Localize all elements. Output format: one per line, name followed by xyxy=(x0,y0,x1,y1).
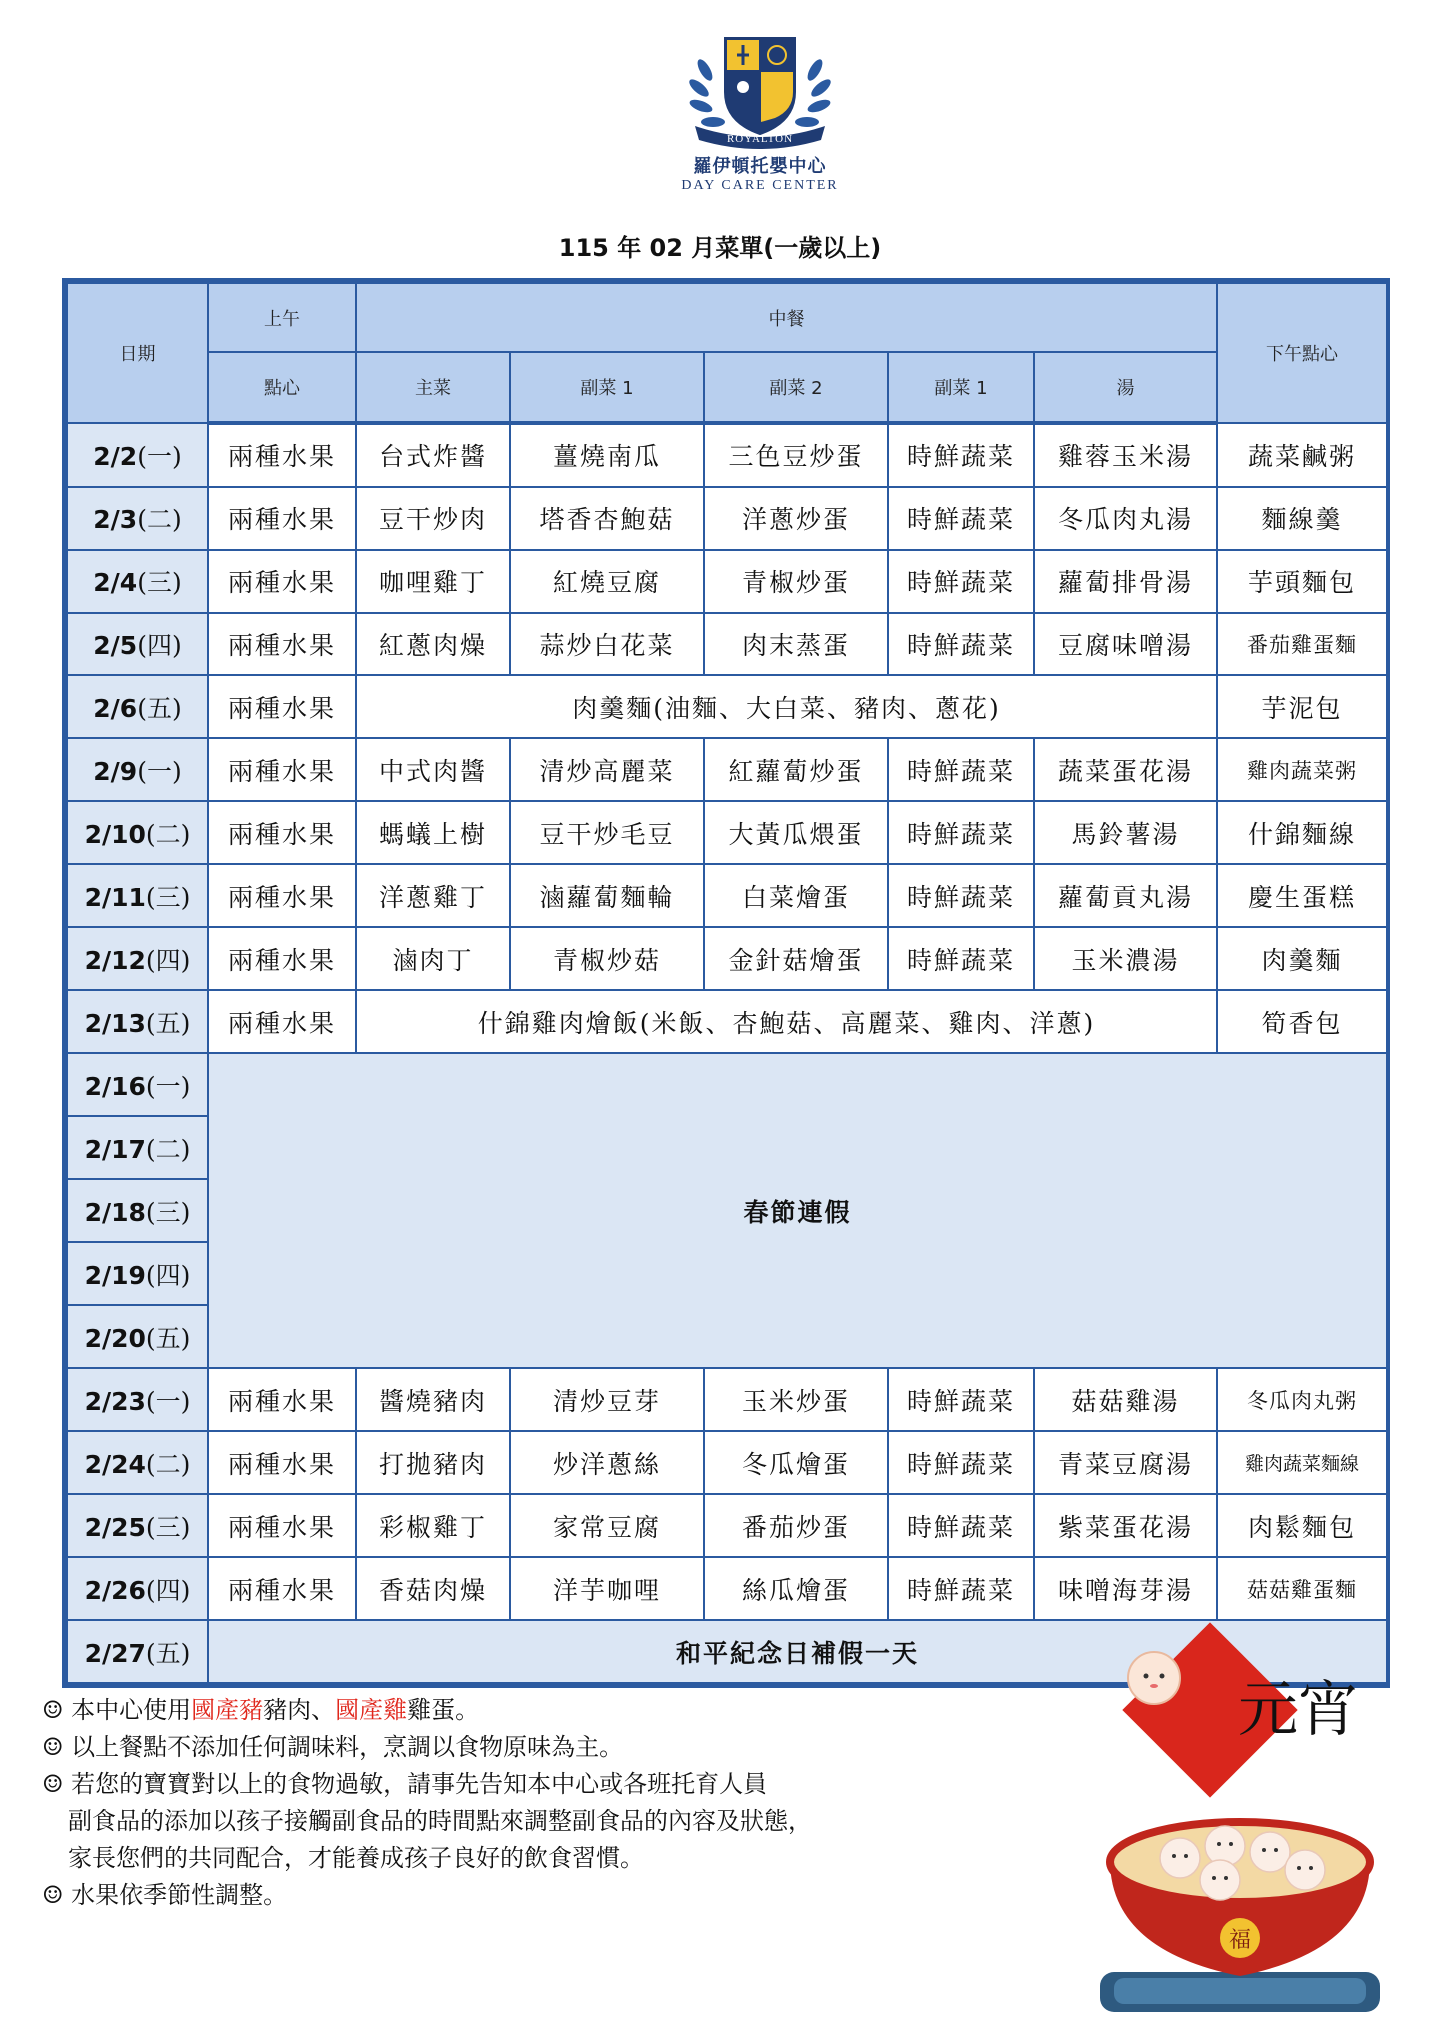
holiday-label: 春節連假 xyxy=(208,1053,1387,1368)
soup-cell: 蘿蔔排骨湯 xyxy=(1034,550,1217,613)
date-cell: 2/16(一) xyxy=(67,1053,208,1116)
page-title: 115 年 02 月菜單(一歲以上) xyxy=(558,234,882,262)
table-row xyxy=(67,423,1387,487)
lunch-merged-cell: 肉羹麵(油麵、大白菜、豬肉、蔥花) xyxy=(356,675,1217,738)
side-dish-cell: 三色豆炒蛋 xyxy=(704,423,888,487)
morning-snack-cell: 兩種水果 xyxy=(208,1368,356,1431)
side-dish-cell: 肉末蒸蛋 xyxy=(704,613,888,676)
morning-snack-cell: 兩種水果 xyxy=(208,675,356,738)
main-dish-cell: 中式肉醬 xyxy=(356,738,510,801)
header-lunch: 中餐 xyxy=(356,283,1217,352)
table-row xyxy=(67,550,1387,613)
main-dish-cell: 豆干炒肉 xyxy=(356,487,510,550)
date-cell: 2/27(五) xyxy=(67,1620,208,1683)
main-dish-cell: 打拋豬肉 xyxy=(356,1431,510,1494)
afternoon-snack-cell: 芋泥包 xyxy=(1217,675,1387,738)
main-dish-cell: 螞蟻上樹 xyxy=(356,801,510,864)
side-dish-cell: 絲瓜燴蛋 xyxy=(704,1557,888,1620)
date-cell: 2/4(三) xyxy=(67,550,208,613)
side-dish-cell: 清炒高麗菜 xyxy=(510,738,704,801)
afternoon-snack-cell: 芋頭麵包 xyxy=(1217,550,1387,613)
note-line: 副食品的添加以孩子接觸副食品的時間點來調整副食品的內容及狀態， xyxy=(68,1807,812,1835)
svg-text:ROYALTON: ROYALTON xyxy=(726,133,794,145)
morning-snack-cell: 兩種水果 xyxy=(208,990,356,1053)
morning-snack-cell: 兩種水果 xyxy=(208,738,356,801)
side-dish-cell: 時鮮蔬菜 xyxy=(888,801,1034,864)
date-cell: 2/24(二) xyxy=(67,1431,208,1494)
soup-cell: 馬鈴薯湯 xyxy=(1034,801,1217,864)
side-dish-cell: 白菜燴蛋 xyxy=(704,864,888,927)
side-dish-cell: 時鮮蔬菜 xyxy=(888,613,1034,676)
date-cell: 2/5(四) xyxy=(67,613,208,676)
morning-snack-cell: 兩種水果 xyxy=(208,927,356,990)
tangyuan-illustration xyxy=(1070,1620,1410,2020)
side-dish-cell: 時鮮蔬菜 xyxy=(888,487,1034,550)
logo-name-en: DAY CARE CENTER xyxy=(681,178,839,193)
notes xyxy=(42,1692,1122,1914)
main-dish-cell: 洋蔥雞丁 xyxy=(356,864,510,927)
logo xyxy=(660,30,860,210)
afternoon-snack-cell: 筍香包 xyxy=(1217,990,1387,1053)
side-dish-cell: 洋芋咖哩 xyxy=(510,1557,704,1620)
header-date: 日期 xyxy=(67,283,208,423)
side-dish-cell: 塔香杏鮑菇 xyxy=(510,487,704,550)
morning-snack-cell: 兩種水果 xyxy=(208,550,356,613)
lunch-merged-cell: 什錦雞肉燴飯(米飯、杏鮑菇、高麗菜、雞肉、洋蔥) xyxy=(356,990,1217,1053)
side-dish-cell: 冬瓜燴蛋 xyxy=(704,1431,888,1494)
soup-cell: 青菜豆腐湯 xyxy=(1034,1431,1217,1494)
table-row xyxy=(67,1053,1387,1116)
header-morning-snack: 點心 xyxy=(208,352,356,422)
morning-snack-cell: 兩種水果 xyxy=(208,801,356,864)
side-dish-cell: 紅蘿蔔炒蛋 xyxy=(704,738,888,801)
soup-cell: 玉米濃湯 xyxy=(1034,927,1217,990)
side-dish-cell: 玉米炒蛋 xyxy=(704,1368,888,1431)
date-cell: 2/6(五) xyxy=(67,675,208,738)
date-cell: 2/23(一) xyxy=(67,1368,208,1431)
date-cell: 2/12(四) xyxy=(67,927,208,990)
note-line: ☺ 以上餐點不添加任何調味料，烹調以食物原味為主。 xyxy=(42,1733,624,1761)
side-dish-cell: 時鮮蔬菜 xyxy=(888,738,1034,801)
holiday-label: 和平紀念日補假一天 xyxy=(208,1620,1387,1683)
afternoon-snack-cell: 冬瓜肉丸粥 xyxy=(1217,1368,1387,1431)
morning-snack-cell: 兩種水果 xyxy=(208,487,356,550)
date-cell: 2/11(三) xyxy=(67,864,208,927)
side-dish-cell: 清炒豆芽 xyxy=(510,1368,704,1431)
soup-cell: 蘿蔔貢丸湯 xyxy=(1034,864,1217,927)
svg-text:福: 福 xyxy=(1228,1928,1252,1953)
side-dish-cell: 時鮮蔬菜 xyxy=(888,927,1034,990)
table-row xyxy=(67,1368,1387,1431)
side-dish-cell: 洋蔥炒蛋 xyxy=(704,487,888,550)
table-row xyxy=(67,487,1387,550)
side-dish-cell: 番茄炒蛋 xyxy=(704,1494,888,1557)
side-dish-cell: 時鮮蔬菜 xyxy=(888,550,1034,613)
date-cell: 2/2(一) xyxy=(67,423,208,487)
svg-text:元宵: 元宵 xyxy=(1238,1675,1358,1745)
side-dish-cell: 金針菇燴蛋 xyxy=(704,927,888,990)
afternoon-snack-cell: 肉羹麵 xyxy=(1217,927,1387,990)
afternoon-snack-cell: 蔬菜鹹粥 xyxy=(1217,423,1387,487)
table-row xyxy=(67,1494,1387,1557)
header-main: 主菜 xyxy=(356,352,510,422)
side-dish-cell: 大黃瓜煨蛋 xyxy=(704,801,888,864)
soup-cell: 豆腐味噌湯 xyxy=(1034,613,1217,676)
header-side1: 副菜 1 xyxy=(510,352,704,422)
date-cell: 2/17(二) xyxy=(67,1116,208,1179)
table-row xyxy=(67,675,1387,738)
side-dish-cell: 時鮮蔬菜 xyxy=(888,1494,1034,1557)
note-line: 家長您們的共同配合，才能養成孩子良好的飲食習慣。 xyxy=(68,1844,644,1872)
morning-snack-cell: 兩種水果 xyxy=(208,1431,356,1494)
date-cell: 2/9(一) xyxy=(67,738,208,801)
date-cell: 2/26(四) xyxy=(67,1557,208,1620)
main-dish-cell: 滷肉丁 xyxy=(356,927,510,990)
main-dish-cell: 紅蔥肉燥 xyxy=(356,613,510,676)
menu-table xyxy=(62,278,1390,1688)
table-row xyxy=(67,864,1387,927)
main-dish-cell: 咖哩雞丁 xyxy=(356,550,510,613)
header-afternoon: 下午點心 xyxy=(1217,283,1387,423)
side-dish-cell: 時鮮蔬菜 xyxy=(888,1431,1034,1494)
afternoon-snack-cell: 慶生蛋糕 xyxy=(1217,864,1387,927)
table-row xyxy=(67,1431,1387,1494)
date-cell: 2/20(五) xyxy=(67,1305,208,1368)
date-cell: 2/13(五) xyxy=(67,990,208,1053)
afternoon-snack-cell: 雞肉蔬菜粥 xyxy=(1217,738,1387,801)
table-row xyxy=(67,801,1387,864)
main-dish-cell: 台式炸醬 xyxy=(356,423,510,487)
soup-cell: 蔬菜蛋花湯 xyxy=(1034,738,1217,801)
morning-snack-cell: 兩種水果 xyxy=(208,613,356,676)
soup-cell: 紫菜蛋花湯 xyxy=(1034,1494,1217,1557)
afternoon-snack-cell: 番茄雞蛋麵 xyxy=(1217,613,1387,676)
soup-cell: 菇菇雞湯 xyxy=(1034,1368,1217,1431)
afternoon-snack-cell: 什錦麵線 xyxy=(1217,801,1387,864)
header-morning: 上午 xyxy=(208,283,356,352)
soup-cell: 冬瓜肉丸湯 xyxy=(1034,487,1217,550)
note-line: ☺ 本中心使用國產豬豬肉、國產雞雞蛋。 xyxy=(42,1696,480,1724)
soup-cell: 雞蓉玉米湯 xyxy=(1034,423,1217,487)
side-dish-cell: 時鮮蔬菜 xyxy=(888,1368,1034,1431)
afternoon-snack-cell: 雞肉蔬菜麵線 xyxy=(1217,1431,1387,1494)
side-dish-cell: 滷蘿蔔麵輪 xyxy=(510,864,704,927)
afternoon-snack-cell: 菇菇雞蛋麵 xyxy=(1217,1557,1387,1620)
side-dish-cell: 紅燒豆腐 xyxy=(510,550,704,613)
date-cell: 2/3(二) xyxy=(67,487,208,550)
side-dish-cell: 時鮮蔬菜 xyxy=(888,864,1034,927)
table-row xyxy=(67,927,1387,990)
table-row xyxy=(67,1557,1387,1620)
table-row xyxy=(67,738,1387,801)
date-cell: 2/19(四) xyxy=(67,1242,208,1305)
date-cell: 2/25(三) xyxy=(67,1494,208,1557)
side-dish-cell: 薑燒南瓜 xyxy=(510,423,704,487)
side-dish-cell: 青椒炒菇 xyxy=(510,927,704,990)
table-row xyxy=(67,990,1387,1053)
crest-icon xyxy=(675,30,845,150)
main-dish-cell: 醬燒豬肉 xyxy=(356,1368,510,1431)
afternoon-snack-cell: 麵線羹 xyxy=(1217,487,1387,550)
side-dish-cell: 家常豆腐 xyxy=(510,1494,704,1557)
date-cell: 2/10(二) xyxy=(67,801,208,864)
morning-snack-cell: 兩種水果 xyxy=(208,864,356,927)
header-side2: 副菜 2 xyxy=(704,352,888,422)
header-soup: 湯 xyxy=(1034,352,1217,422)
afternoon-snack-cell: 肉鬆麵包 xyxy=(1217,1494,1387,1557)
morning-snack-cell: 兩種水果 xyxy=(208,423,356,487)
side-dish-cell: 時鮮蔬菜 xyxy=(888,423,1034,487)
side-dish-cell: 豆干炒毛豆 xyxy=(510,801,704,864)
side-dish-cell: 時鮮蔬菜 xyxy=(888,1557,1034,1620)
main-dish-cell: 香菇肉燥 xyxy=(356,1557,510,1620)
main-dish-cell: 彩椒雞丁 xyxy=(356,1494,510,1557)
table-row xyxy=(67,613,1387,676)
morning-snack-cell: 兩種水果 xyxy=(208,1557,356,1620)
logo-name-cn: 羅伊頓托嬰中心 xyxy=(693,156,827,177)
side-dish-cell: 青椒炒蛋 xyxy=(704,550,888,613)
note-line: ☺ 水果依季節性調整。 xyxy=(42,1881,288,1909)
date-cell: 2/18(三) xyxy=(67,1179,208,1242)
side-dish-cell: 炒洋蔥絲 xyxy=(510,1431,704,1494)
morning-snack-cell: 兩種水果 xyxy=(208,1494,356,1557)
soup-cell: 味噌海芽湯 xyxy=(1034,1557,1217,1620)
side-dish-cell: 蒜炒白花菜 xyxy=(510,613,704,676)
note-line: ☺ 若您的寶寶對以上的食物過敏，請事先告知本中心或各班托育人員 xyxy=(42,1770,768,1798)
header-side3: 副菜 1 xyxy=(888,352,1034,422)
